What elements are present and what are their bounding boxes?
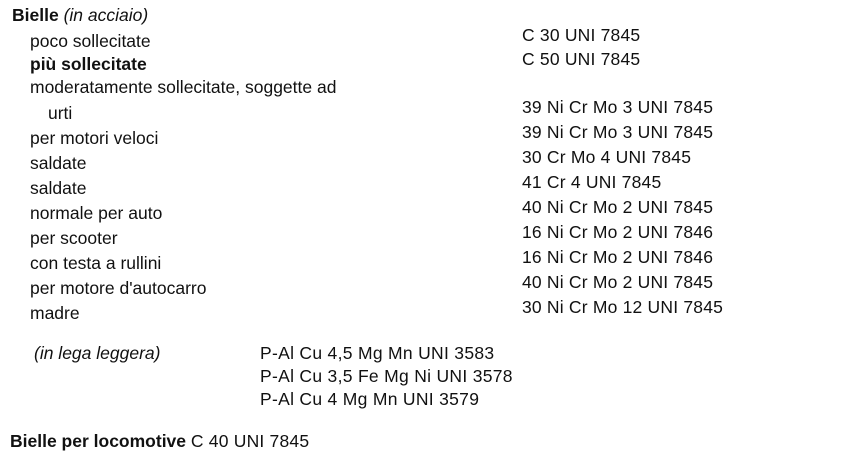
row-spec: 39 Ni Cr Mo 3 UNI 7845 xyxy=(522,122,714,142)
row-spec: 30 Cr Mo 4 UNI 7845 xyxy=(522,147,692,167)
bielle-heading-paren: (in acciaio) xyxy=(63,5,149,25)
row-spec: 40 Ni Cr Mo 2 UNI 7845 xyxy=(522,197,714,217)
locomotive-spec: C 40 UNI 7845 xyxy=(190,431,310,451)
row-label: normale per auto xyxy=(30,203,163,223)
lega-leggera-label: (in lega leggera) xyxy=(34,343,161,363)
row-spec: 39 Ni Cr Mo 3 UNI 7845 xyxy=(522,97,714,117)
locomotive-heading-bold: Bielle per locomotive xyxy=(10,431,187,451)
row-spec: 30 Ni Cr Mo 12 UNI 7845 xyxy=(522,297,724,317)
alloy-spec: P-Al Cu 3,5 Fe Mg Ni UNI 3578 xyxy=(260,366,513,386)
row-label: più sollecitate xyxy=(30,54,147,74)
row-label: madre xyxy=(30,303,80,323)
row-label: saldate xyxy=(30,178,87,198)
row-label: poco sollecitate xyxy=(30,31,151,51)
row-label-continuation: urti xyxy=(48,103,73,123)
row-spec: C 30 UNI 7845 xyxy=(522,25,641,45)
row-label: per motori veloci xyxy=(30,128,159,148)
row-label: saldate xyxy=(30,153,87,173)
alloy-spec: P-Al Cu 4 Mg Mn UNI 3579 xyxy=(260,389,480,409)
row-label: moderatamente sollecitate, soggette ad xyxy=(30,77,337,97)
alloy-spec: P-Al Cu 4,5 Mg Mn UNI 3583 xyxy=(260,343,495,363)
row-spec: 16 Ni Cr Mo 2 UNI 7846 xyxy=(522,247,714,267)
row-spec: 41 Cr 4 UNI 7845 xyxy=(522,172,662,192)
bielle-heading-bold: Bielle xyxy=(12,5,59,25)
row-label: con testa a rullini xyxy=(30,253,162,273)
row-label: per motore d'autocarro xyxy=(30,278,207,298)
row-label: per scooter xyxy=(30,228,118,248)
bielle-heading xyxy=(12,4,148,26)
row-spec: 40 Ni Cr Mo 2 UNI 7845 xyxy=(522,272,714,292)
row-spec: 16 Ni Cr Mo 2 UNI 7846 xyxy=(522,222,714,242)
row-spec: C 50 UNI 7845 xyxy=(522,49,641,69)
locomotive-heading xyxy=(10,430,309,452)
